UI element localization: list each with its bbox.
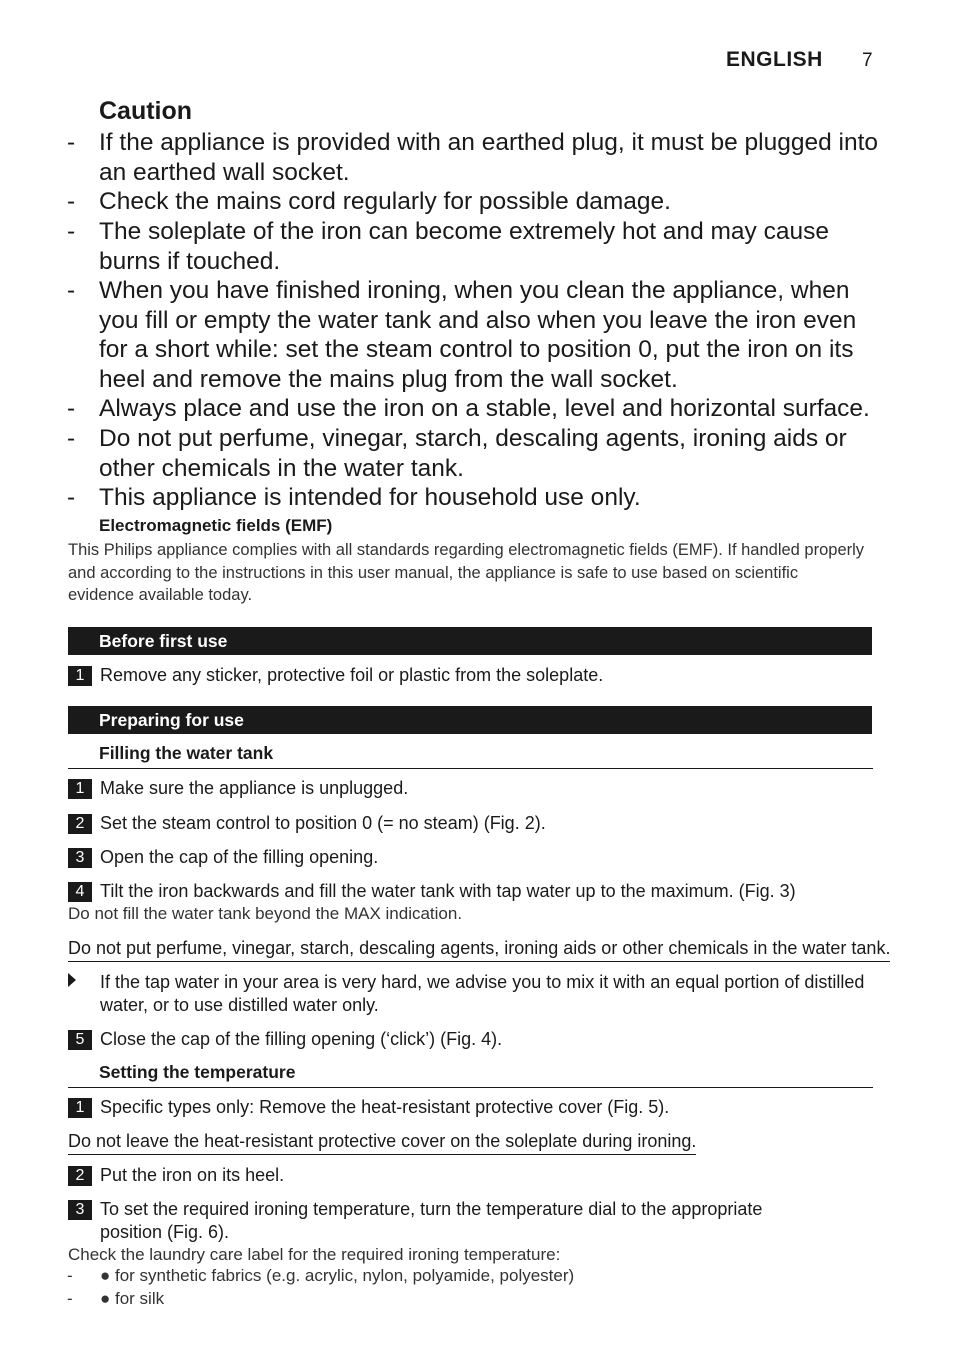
emf-heading: Electromagnetic fields (EMF) <box>99 516 333 535</box>
caution-item: This appliance is intended for household use only. <box>99 484 641 511</box>
list-dash: - <box>67 484 76 511</box>
subheading-setting-temperature: Setting the temperature <box>99 1062 296 1082</box>
tip-text: If the tap water in your area is very hard, we advise you to mix it with an equal portion of distilled water, or to use distilled water only. <box>100 972 865 1015</box>
list-dash: - <box>67 1266 73 1285</box>
list-dash: - <box>67 218 76 245</box>
step-text: Put the iron on its heel. <box>100 1165 285 1185</box>
divider <box>68 768 873 769</box>
list-dash: - <box>67 395 76 422</box>
list-item: ● for silk <box>100 1289 165 1308</box>
note-text: Do not fill the water tank beyond the MAX indication. <box>68 904 463 923</box>
step-text: Set the steam control to position 0 (= no steam) (Fig. 2). <box>100 813 546 833</box>
list-dash: - <box>67 188 76 215</box>
list-dash: - <box>67 129 76 156</box>
caution-item: Do not put perfume, vinegar, starch, descaling agents, ironing aids or other chemicals in the water tank. <box>99 425 847 482</box>
section-bar-before-first-use: Before first use <box>68 627 872 655</box>
note-text: Check the laundry care label for the required ironing temperature: <box>68 1245 561 1264</box>
page-number: 7 <box>862 50 873 71</box>
step-number: 4 <box>68 882 92 902</box>
divider <box>68 1087 873 1088</box>
caution-item: If the appliance is provided with an earthed plug, it must be plugged into an earthed wall socket. <box>99 129 879 186</box>
list-dash: - <box>67 1289 73 1308</box>
tip-arrow-icon <box>68 971 76 992</box>
section-bar-preparing-for-use: Preparing for use <box>68 706 872 734</box>
step-number: 2 <box>68 1166 92 1186</box>
step-text: Specific types only: Remove the heat-resistant protective cover (Fig. 5). <box>100 1097 670 1117</box>
step-text: Tilt the iron backwards and fill the water tank with tap water up to the maximum. (Fig. 3) <box>100 881 796 901</box>
caution-item: The soleplate of the iron can become extremely hot and may cause burns if touched. <box>99 218 829 275</box>
step-number: 3 <box>68 848 92 868</box>
step-number: 1 <box>68 666 92 686</box>
step-text: Close the cap of the filling opening (‘click’) (Fig. 4). <box>100 1029 503 1049</box>
warning-text: Do not put perfume, vinegar, starch, descaling agents, ironing aids or other chemicals in the water tank. <box>68 937 890 962</box>
step-text: Make sure the appliance is unplugged. <box>100 778 409 798</box>
list-dash: - <box>67 277 76 304</box>
step-number: 5 <box>68 1030 92 1050</box>
caution-item: Always place and use the iron on a stable, level and horizontal surface. <box>99 395 870 422</box>
language-label: ENGLISH <box>726 48 823 71</box>
step-text: To set the required ironing temperature, turn the temperature dial to the appropriate position (Fig. 6). <box>100 1199 763 1242</box>
step-number: 3 <box>68 1200 92 1220</box>
caution-heading: Caution <box>99 97 193 125</box>
step-number: 1 <box>68 779 92 799</box>
caution-item: When you have finished ironing, when you clean the appliance, when you fill or empty the water tank and also when you leave the iron even for a short while: set the steam control to position 0, put the iron on its heel and remove the mains plug from the wall socket. <box>99 277 857 393</box>
caution-item: Check the mains cord regularly for possible damage. <box>99 188 671 215</box>
step-number: 2 <box>68 814 92 834</box>
step-text: Remove any sticker, protective foil or plastic from the soleplate. <box>100 665 604 685</box>
list-item: ● for synthetic fabrics (e.g. acrylic, nylon, polyamide, polyester) <box>100 1266 575 1285</box>
step-number: 1 <box>68 1098 92 1118</box>
list-dash: - <box>67 425 76 452</box>
warning-text: Do not leave the heat-resistant protective cover on the soleplate during ironing. <box>68 1130 696 1155</box>
subheading-filling-water-tank: Filling the water tank <box>99 743 274 763</box>
step-text: Open the cap of the filling opening. <box>100 847 379 867</box>
emf-text: This Philips appliance complies with all standards regarding electromagnetic fields (EMF). If handled properly and according to the instructions in this user manual, the appliance is safe to use based on scientific evidence available today. <box>68 541 865 604</box>
